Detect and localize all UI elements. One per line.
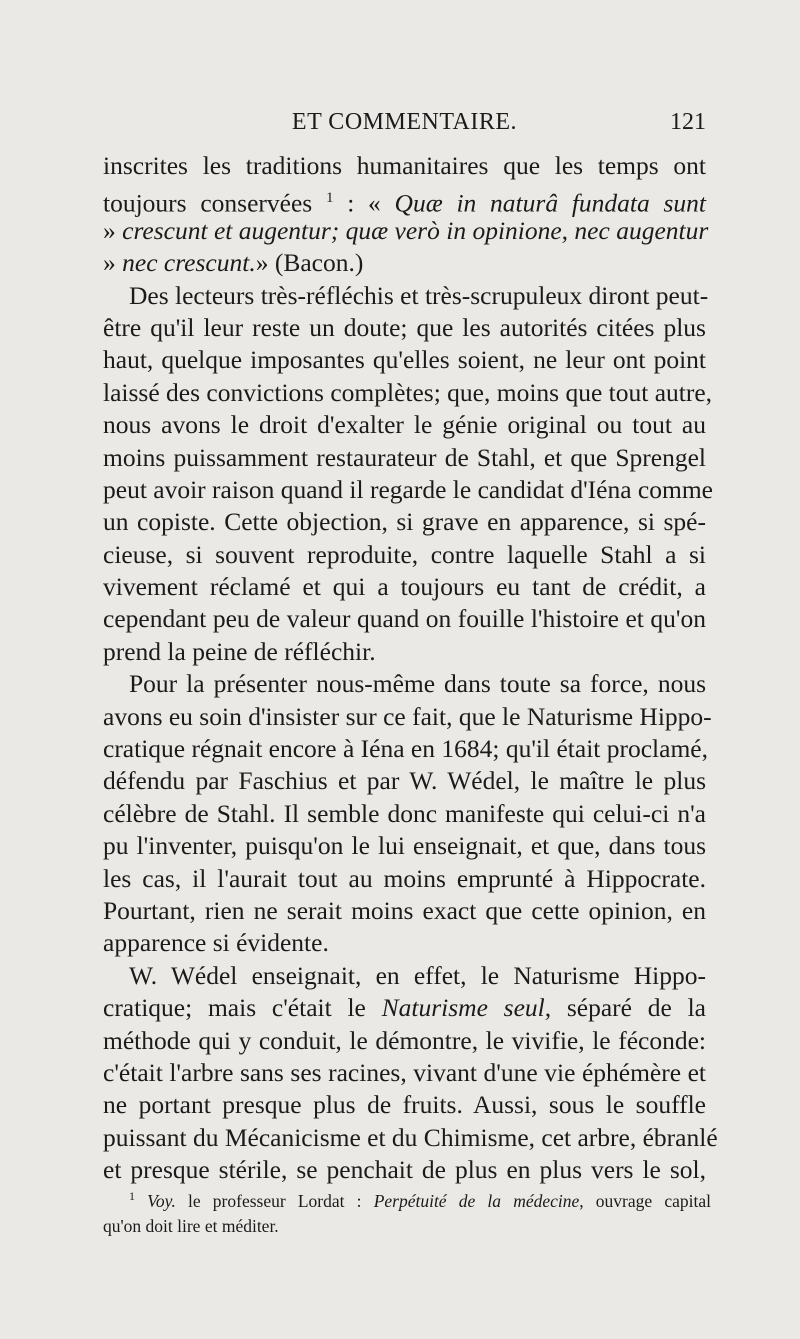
text-line: laissé des convictions complètes; que, moins que tout autre,: [103, 377, 713, 407]
text-line: prend la peine de réfléchir.: [103, 636, 376, 666]
text-line: cratique régnait encore à Iéna en 1684; qu'il était proclamé,: [103, 734, 708, 764]
page-number: 121: [670, 109, 706, 135]
footnote-line: $^1$ Voy. le professeur Lordat : Perpétuité de la médecine, ouvrage capital: [129, 1189, 711, 1211]
text-line: avons eu soin d'insister sur ce fait, que le Naturisme Hippo-: [103, 701, 712, 731]
body-text: [103, 150, 718, 1187]
text-line: défendu par Faschius et par W. Wédel, le maître le plus: [103, 766, 706, 796]
text-line: W. Wédel enseignait, en effet, le Naturisme Hippo-: [129, 960, 706, 990]
latin-quote: nec crescunt.: [122, 248, 256, 278]
text-line: inscrites les traditions humanitaires que les temps ont: [103, 151, 706, 180]
text-line: Des lecteurs très-réfléchis et très-scrupuleux diront peut-: [129, 280, 709, 310]
text-line: toujours conservées $^1$ : « Quæ in naturâ fundata sunt: [103, 188, 706, 218]
page-header: [103, 109, 706, 139]
footnote-line: qu'on doit lire et méditer.: [103, 1215, 279, 1236]
text-line: nous avons le droit d'exalter le génie original ou tout au: [103, 410, 706, 440]
text-line: c'était l'arbre sans ses racines, vivant d'une vie éphémère et: [103, 1057, 706, 1087]
text-line: Pour la présenter nous-même dans toute sa force, nous: [129, 669, 706, 699]
text-line: cratique; mais c'était le Naturisme seul, séparé de la: [103, 993, 706, 1023]
text-line: les cas, il l'aurait tout au moins emprunté à Hippocrate.: [103, 863, 706, 893]
text-line: et presque stérile, se penchait de plus en plus vers le sol,: [103, 1155, 706, 1185]
text-line: un copiste. Cette objection, si grave en apparence, si spé-: [103, 507, 706, 537]
footnote-reference: 1: [325, 190, 334, 207]
text-line: apparence si évidente.: [103, 928, 329, 958]
cited-work: Perpétuité de la médecine: [373, 1190, 580, 1211]
text-line: » crescunt et augentur; quæ verò in opinione, nec augentur: [103, 215, 709, 245]
text-line: peut avoir raison quand il regarde le candidat d'Iéna comme: [103, 474, 713, 504]
text-line: Pourtant, rien ne serait moins exact que cette opinion, en: [103, 895, 706, 925]
text-line: puissant du Mécanicisme et du Chimisme, cet arbre, ébranlé: [103, 1122, 718, 1152]
latin-quote: Quæ in naturâ fundata sunt: [394, 188, 706, 218]
text-line: célèbre de Stahl. Il semble donc manifeste qui celui-ci n'a: [103, 798, 706, 828]
text-line: ne portant presque plus de fruits. Aussi, sous le souffle: [103, 1090, 706, 1120]
text-line: moins puissamment restaurateur de Stahl, et que Sprengel: [103, 442, 706, 472]
running-title: ET COMMENTAIRE.: [291, 109, 518, 135]
text-line: cieuse, si souvent reproduite, contre laquelle Stahl a si: [103, 539, 706, 569]
text-line: méthode qui y conduit, le démontre, le vivifie, le féconde:: [103, 1025, 706, 1055]
text-line: pu l'inventer, puisqu'on le lui enseignait, et que, dans tous: [103, 831, 706, 861]
text-line: » nec crescunt.» (Bacon.): [103, 248, 364, 278]
text-line: être qu'il leur reste un doute; que les autorités citées plus: [103, 312, 706, 342]
footnote: [103, 1184, 711, 1239]
footnote-mark: 1: [129, 1189, 135, 1203]
emphasis: Naturisme seul,: [381, 993, 552, 1023]
text-line: haut, quelque imposantes qu'elles soient, ne leur ont point: [103, 345, 706, 375]
text-line: vivement réclamé et qui a toujours eu tant de crédit, a: [103, 572, 706, 602]
latin-quote: crescunt et augentur; quæ verò in opinione, nec augentur: [122, 215, 709, 245]
text-line: cependant peu de valeur quand on fouille l'histoire et qu'on: [103, 604, 706, 634]
